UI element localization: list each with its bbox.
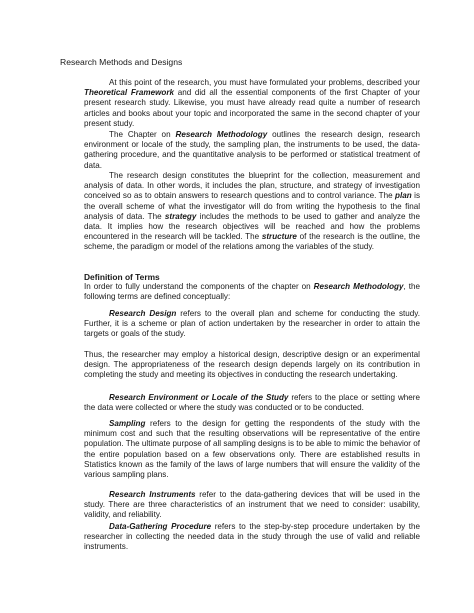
definitions-heading: Definition of Terms	[84, 272, 160, 282]
text-run: The Chapter on	[109, 130, 176, 139]
term-plan: plan	[395, 191, 412, 201]
paragraph-introduction	[84, 78, 420, 129]
text-run: refer to the data-gathering devices that will be used in the study. There are three characteristics of an instrument that we need to consider: usability, validity, and reliability.	[84, 490, 420, 520]
text-run: refers to the overall plan and scheme for conducting the study. Further, it is a scheme or plan of action undertaken by the researcher in order to attain the targets or goals of the study.	[84, 309, 420, 339]
text-run: refers to the place or setting where the data were collected or where the study was conducted or to be conducted.	[84, 393, 421, 413]
term-research-environment: Research Environment or Locale of the Study	[109, 393, 289, 402]
paragraph-methodology-chapter	[84, 130, 420, 171]
text-run: includes the methods to be used to gather and analyze the data. It implies how the research objectives will be reached and how the problems encountered in the research will be tackled. The	[84, 211, 420, 242]
text-run: is the overall scheme of what the investigator will do from writing the hypothesis to the final analysis of data. The	[84, 191, 420, 221]
text-run: refers to the step-by-step procedure undertaken by the researcher in collecting the needed data in the study through the use of valid and reliable instruments.	[84, 522, 421, 552]
term-data-gathering-procedure: Data-Gathering Procedure	[109, 522, 212, 531]
definition-research-environment	[84, 393, 420, 413]
text-run: of the research is the outline, the scheme, the paradigm or model of the relations among the variables of the study.	[84, 232, 421, 252]
definition-research-instruments	[84, 490, 420, 521]
document-title: Research Methods and Designs	[60, 57, 183, 67]
definition-data-gathering-procedure	[84, 522, 420, 553]
term-research-methodology: Research Methodology	[175, 130, 268, 139]
paragraph-design-types: Thus, the researcher may employ a historical design, descriptive design or an experimental design. The appropriateness of the research design depends largely on its contribution in completing the study and meeting its objectives in conducting the research undertaking.	[84, 350, 420, 380]
term-structure: structure	[261, 232, 297, 242]
text-run: The research design constitutes the blueprint for the collection, measurement and analysis of data. In other words, it includes the plan, structure, and strategy of investigation conceived so as to obtain answers to research questions and to control variance. The	[84, 171, 420, 201]
definitions-intro	[84, 282, 420, 302]
text-run: and did all the essential components of the first Chapter of your present research study. Likewise, you must have already read quite a number of research articles and books about your topic and incorporated the same in the second chapter of your present study.	[84, 88, 420, 128]
text-run: At this point of the research, you must have formulated your problems, described your	[109, 78, 420, 87]
term-theoretical-framework: Theoretical Framework	[84, 88, 175, 98]
paragraph-research-design	[84, 171, 420, 253]
term-research-instruments: Research Instruments	[109, 490, 196, 499]
term-strategy: strategy	[164, 211, 197, 221]
text-run: outlines the research design, research environment or locale of the study, the sampling plan, the instruments to be used, the data-gathering procedure, and the quantitative analysis to be performed or statistical treatment of data.	[84, 130, 420, 170]
text-run: refers to the design for getting the respondents of the study with the minimum cost and such that the resulting observations will be representative of the entire population. The ultimate purpose of all sampling designs is to be able to mimic the behavior of the entire population based on a few observations only. There are established results in Statistics known as the family of the laws of large numbers that will ensure the validity of the various sampling plans.	[84, 419, 420, 480]
text-run: In order to fully understand the components of the chapter on	[84, 282, 314, 291]
term-research-methodology: Research Methodology	[313, 282, 404, 291]
definition-research-design	[84, 309, 420, 340]
term-research-design: Research Design	[109, 309, 177, 318]
text-run: , the following terms are defined conceptually:	[84, 282, 420, 302]
term-sampling: Sampling	[109, 419, 146, 428]
definition-sampling	[84, 419, 420, 480]
